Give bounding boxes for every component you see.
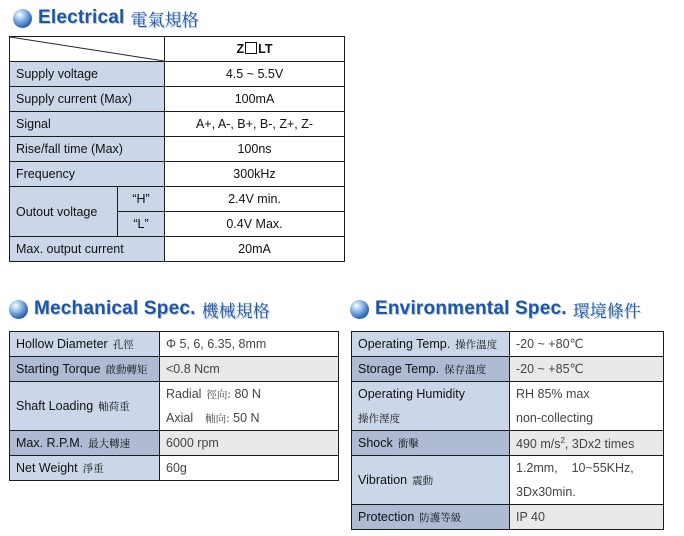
shaft-radial-value: Radial 徑向: 80 N <box>160 382 339 407</box>
storage-temp-label: Storage Temp. 保存溫度 <box>352 357 510 382</box>
vibration-value-2: 3Dx30min. <box>510 480 664 505</box>
signal-label: Signal <box>10 112 165 137</box>
max-rpm-label: Max. R.P.M. 最大轉速 <box>10 431 160 456</box>
diagonal-line <box>10 37 164 61</box>
electrical-title: Electrical <box>38 7 125 28</box>
net-weight-value: 60g <box>160 456 339 481</box>
mechanical-table <box>9 331 339 481</box>
shaft-axial-value: Axial 軸向: 50 N <box>160 406 339 431</box>
signal-value: A+, A-, B+, B-, Z+, Z- <box>165 112 345 137</box>
max-rpm-value: 6000 rpm <box>160 431 339 456</box>
rise-fall-label: Rise/fall time (Max) <box>10 137 165 162</box>
bullet-sphere-icon <box>350 300 369 319</box>
supply-current-value: 100mA <box>165 87 345 112</box>
electrical-header <box>13 5 199 31</box>
shaft-loading-label: Shaft Loading 軸荷重 <box>10 382 160 431</box>
bullet-sphere-icon <box>9 300 28 319</box>
starting-torque-label: Starting Torque 啟動轉矩 <box>10 357 160 382</box>
humidity-label: Operating Humidity <box>352 382 510 407</box>
humidity-value-1: RH 85% max <box>510 382 664 407</box>
frequency-label: Frequency <box>10 162 165 187</box>
operating-temp-value: -20 ~ +80℃ <box>510 332 664 357</box>
humidity-label-zh: 操作溼度 <box>352 406 510 431</box>
protection-label: Protection 防護等級 <box>352 505 510 530</box>
shock-label: Shock 衝擊 <box>352 431 510 456</box>
output-l-value: 0.4V Max. <box>165 212 345 237</box>
humidity-value-2: non-collecting <box>510 406 664 431</box>
max-output-label: Max. output current <box>10 237 165 262</box>
output-h-value: 2.4V min. <box>165 187 345 212</box>
output-voltage-label: Outout voltage <box>10 187 118 237</box>
shock-value: 490 $m/s^2$, 3Dx2 times <box>510 431 664 456</box>
operating-temp-label: Operating Temp. 操作溫度 <box>352 332 510 357</box>
supply-voltage-label: Supply voltage <box>10 62 165 87</box>
hollow-diameter-label: Hollow Diameter 孔徑 <box>10 332 160 357</box>
diagonal-header-cell <box>10 37 165 62</box>
supply-voltage-value: 4.5 ~ 5.5V <box>165 62 345 87</box>
electrical-title-zh: 電氣規格 <box>130 10 199 30</box>
environmental-title-zh: 環境條件 <box>572 301 641 321</box>
model-suffix: LT <box>258 42 273 56</box>
output-h-label: “H” <box>118 187 165 212</box>
model-placeholder-box <box>245 42 257 54</box>
net-weight-label: Net Weight 淨重 <box>10 456 160 481</box>
environmental-header <box>350 296 641 322</box>
vibration-value-1: 1.2mm, 10~55KHz, <box>510 456 664 481</box>
model-cell <box>165 37 345 62</box>
environmental-table <box>351 331 664 530</box>
storage-temp-value: -20 ~ +85℃ <box>510 357 664 382</box>
vibration-label: Vibration 震動 <box>352 456 510 505</box>
output-l-label: “L” <box>118 212 165 237</box>
max-output-value: 20mA <box>165 237 345 262</box>
mechanical-header <box>9 296 270 322</box>
model-prefix: Z <box>236 42 245 56</box>
rise-fall-value: 100ns <box>165 137 345 162</box>
frequency-value: 300kHz <box>165 162 345 187</box>
hollow-diameter-value: Φ 5, 6, 6.35, 8mm <box>160 332 339 357</box>
mechanical-title: Mechanical Spec. <box>34 298 196 319</box>
protection-value: IP 40 <box>510 505 664 530</box>
electrical-table <box>9 36 345 262</box>
environmental-title: Environmental Spec. <box>375 298 567 319</box>
mechanical-title-zh: 機械規格 <box>201 301 270 321</box>
bullet-sphere-icon <box>13 9 32 28</box>
starting-torque-value: <0.8 Ncm <box>160 357 339 382</box>
supply-current-label: Supply current (Max) <box>10 87 165 112</box>
